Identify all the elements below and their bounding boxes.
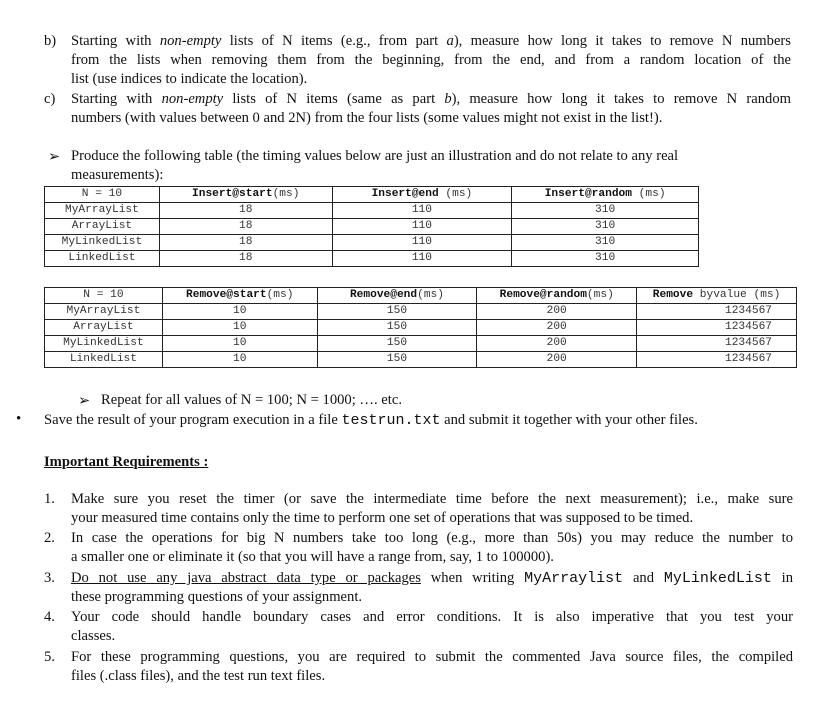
value-cell: 10 (162, 320, 317, 336)
text-line: a smaller one or eliminate it (so that you will have a range from, say, 1 to 100000). (71, 549, 554, 565)
row-label-cell: MyArrayList (45, 304, 163, 320)
item-marker: 3. (44, 570, 55, 586)
value-cell: 150 (317, 352, 477, 368)
row-label-cell: MyArrayList (45, 203, 160, 219)
important-heading: Important Requirements : (44, 454, 209, 470)
text-line: list (use indices to indicate the location). (71, 71, 308, 87)
value-cell: 18 (159, 235, 332, 251)
value-cell: 310 (512, 235, 699, 251)
text-line: In case the operations for big N numbers take too long (e.g., more than 50s) you may reduce the number to (71, 530, 793, 546)
text-line: Your code should handle boundary cases and error conditions. It is also imperative that you test your (71, 609, 793, 625)
value-cell: 150 (317, 320, 477, 336)
text-line: Make sure you reset the timer (or save the intermediate time before the next measurement); i.e., make sure (71, 491, 793, 507)
value-cell: 150 (317, 336, 477, 352)
item-marker: b) (44, 33, 57, 49)
value-cell: 1234567 (637, 352, 797, 368)
value-cell: 1234567 (637, 304, 797, 320)
header-remove-byvalue: Remove byvalue (ms) (637, 288, 797, 304)
text-line: files (.class files), and the test run text files. (71, 668, 326, 684)
header-remove-random: Remove@random(ms) (477, 288, 637, 304)
produce-line-2: measurements): (71, 167, 164, 183)
table-row (45, 336, 797, 352)
value-cell: 150 (317, 304, 477, 320)
value-cell: 200 (477, 320, 637, 336)
row-label-cell: ArrayList (45, 219, 160, 235)
value-cell: 310 (512, 203, 699, 219)
header-remove-end: Remove@end(ms) (317, 288, 477, 304)
value-cell: 1234567 (637, 320, 797, 336)
value-cell: 110 (332, 203, 512, 219)
item-marker: c) (44, 91, 56, 107)
item-marker: 1. (44, 491, 55, 507)
remove-timing-table (44, 287, 797, 368)
text-line: numbers (with values between 0 and 2N) from the four lists (some values might not exist in the list!). (71, 110, 663, 126)
value-cell: 110 (332, 219, 512, 235)
row-label-cell: LinkedList (45, 251, 160, 267)
item-marker: 4. (44, 609, 55, 625)
value-cell: 18 (159, 203, 332, 219)
item-marker: 2. (44, 530, 55, 546)
value-cell: 10 (162, 336, 317, 352)
header-n: N = 10 (45, 187, 160, 203)
table-header-row (45, 288, 797, 304)
arrow-bullet-icon: ➢ (78, 393, 91, 409)
insert-timing-table (44, 186, 699, 267)
repeat-line: Repeat for all values of N = 100; N = 1000; …. etc. (101, 392, 402, 408)
table-row (45, 320, 797, 336)
value-cell: 1234567 (637, 336, 797, 352)
produce-line-1: Produce the following table (the timing values below are just an illustration and do not relate to any real (71, 148, 679, 164)
bullet-icon: • (16, 411, 22, 427)
table-row (45, 251, 699, 267)
text-line: these programming questions of your assignment. (71, 589, 363, 605)
value-cell: 18 (159, 219, 332, 235)
value-cell: 10 (162, 352, 317, 368)
file-name: testrun.txt (341, 412, 441, 429)
table-row (45, 219, 699, 235)
value-cell: 110 (332, 251, 512, 267)
header-insert-start: Insert@start(ms) (159, 187, 332, 203)
save-line: Save the result of your program execution in a file testrun.txt and submit it together with your other files. (44, 412, 698, 429)
value-cell: 310 (512, 251, 699, 267)
text-line: For these programming questions, you are required to submit the commented Java source files, the compiled (71, 649, 793, 665)
arrow-bullet-icon: ➢ (48, 149, 61, 165)
row-label-cell: ArrayList (45, 320, 163, 336)
table-row (45, 235, 699, 251)
value-cell: 200 (477, 336, 637, 352)
header-insert-end: Insert@end (ms) (332, 187, 512, 203)
value-cell: 10 (162, 304, 317, 320)
row-label-cell: MyLinkedList (45, 235, 160, 251)
table-header-row (45, 187, 699, 203)
table-row (45, 304, 797, 320)
text-line: Do not use any java abstract data type or packages when writing MyArraylist and MyLinkedList in (71, 570, 793, 587)
value-cell: 18 (159, 251, 332, 267)
value-cell: 110 (332, 235, 512, 251)
text-line: Starting with non-empty lists of N items (same as part b), measure how long it takes to remove N random (71, 91, 791, 107)
row-label-cell: MyLinkedList (45, 336, 163, 352)
text-line: classes. (71, 628, 116, 644)
table-row (45, 352, 797, 368)
header-remove-start: Remove@start(ms) (162, 288, 317, 304)
header-n: N = 10 (45, 288, 163, 304)
value-cell: 200 (477, 304, 637, 320)
text-line: from the lists when removing them from the beginning, from the end, and from a random location of the (71, 52, 791, 68)
text-line: your measured time contains only the time to perform one set of operations that was supposed to be timed. (71, 510, 694, 526)
text-line: Starting with non-empty lists of N items (e.g., from part a), measure how long it takes to remove N numbers (71, 33, 791, 49)
header-insert-random: Insert@random (ms) (512, 187, 699, 203)
table-row (45, 203, 699, 219)
value-cell: 310 (512, 219, 699, 235)
value-cell: 200 (477, 352, 637, 368)
item-marker: 5. (44, 649, 55, 665)
row-label-cell: LinkedList (45, 352, 163, 368)
